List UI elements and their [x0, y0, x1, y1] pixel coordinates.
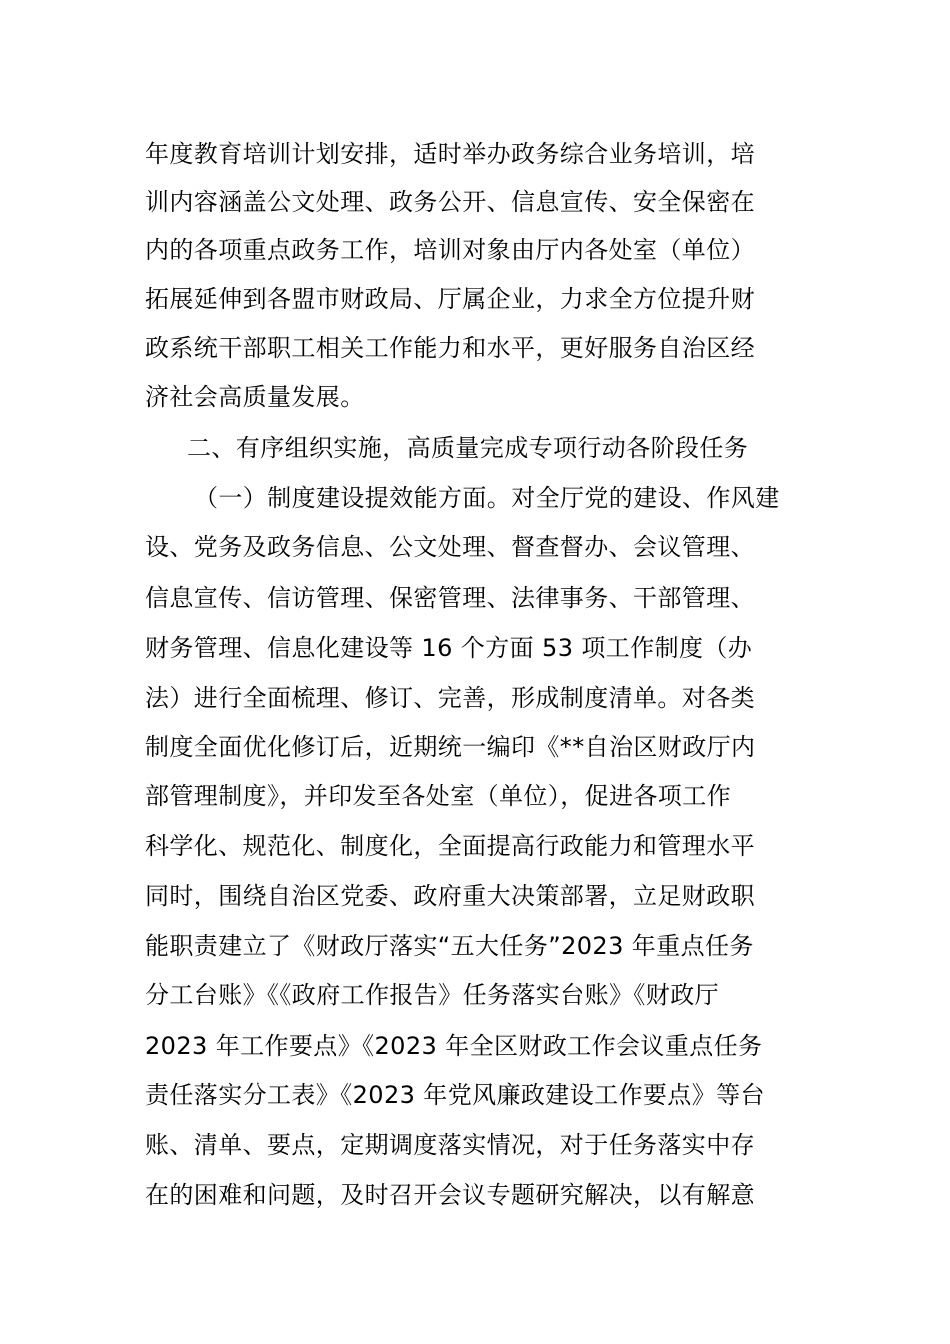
body-line: 2023 年工作要点》《2023 年全区财政工作会议重点任务 — [145, 1032, 763, 1060]
body-line: 法）进行全面梳理、修订、完善，形成制度清单。对各类 — [145, 684, 755, 712]
body-line: 制度全面优化修订后，近期统一编印《**自治区财政厅内 — [145, 733, 756, 761]
body-line: 拓展延伸到各盟市财政局、厅属企业，力求全方位提升财 — [145, 285, 755, 313]
body-line: 训内容涵盖公文处理、政务公开、信息宣传、安全保密在 — [145, 188, 755, 216]
body-line: 设、党务及政务信息、公文处理、督查督办、会议管理、 — [145, 533, 755, 561]
body-line: 在的困难和问题，及时召开会议专题研究解决，以有解意 — [145, 1181, 755, 1209]
body-line: 年度教育培训计划安排，适时举办政务综合业务培训，培 — [145, 140, 755, 168]
body-line: 政系统干部职工相关工作能力和水平，更好服务自治区经 — [145, 334, 755, 362]
body-line: 责任落实分工表》《2023 年党风廉政建设工作要点》等台 — [145, 1081, 765, 1109]
subsection-first-line: （一）制度建设提效能方面。对全厅党的建设、作风建 — [194, 484, 780, 512]
body-line: 济社会高质量发展。 — [145, 383, 365, 411]
body-line: 财务管理、信息化建设等 16 个方面 53 项工作制度（办 — [145, 634, 753, 662]
body-line: 内的各项重点政务工作，培训对象由厅内各处室（单位） — [145, 236, 755, 264]
body-line: 账、清单、要点，定期调度落实情况，对于任务落实中存 — [145, 1131, 755, 1159]
section-heading: 二、有序组织实施，高质量完成专项行动各阶段任务 — [187, 434, 749, 462]
body-line: 部管理制度》，并印发至各处室（单位），促进各项工作 — [145, 782, 731, 810]
body-line: 同时，围绕自治区党委、政府重大决策部署，立足财政职 — [145, 882, 755, 910]
body-line: 能职责建立了《财政厅落实“五大任务”2023 年重点任务 — [145, 932, 754, 960]
body-line: 分工台账》《《政府工作报告》任务落实台账》《财政厅 — [145, 981, 719, 1009]
body-line: 信息宣传、信访管理、保密管理、法律事务、干部管理、 — [145, 584, 755, 612]
body-line: 科学化、规范化、制度化，全面提高行政能力和管理水平 — [145, 832, 755, 860]
